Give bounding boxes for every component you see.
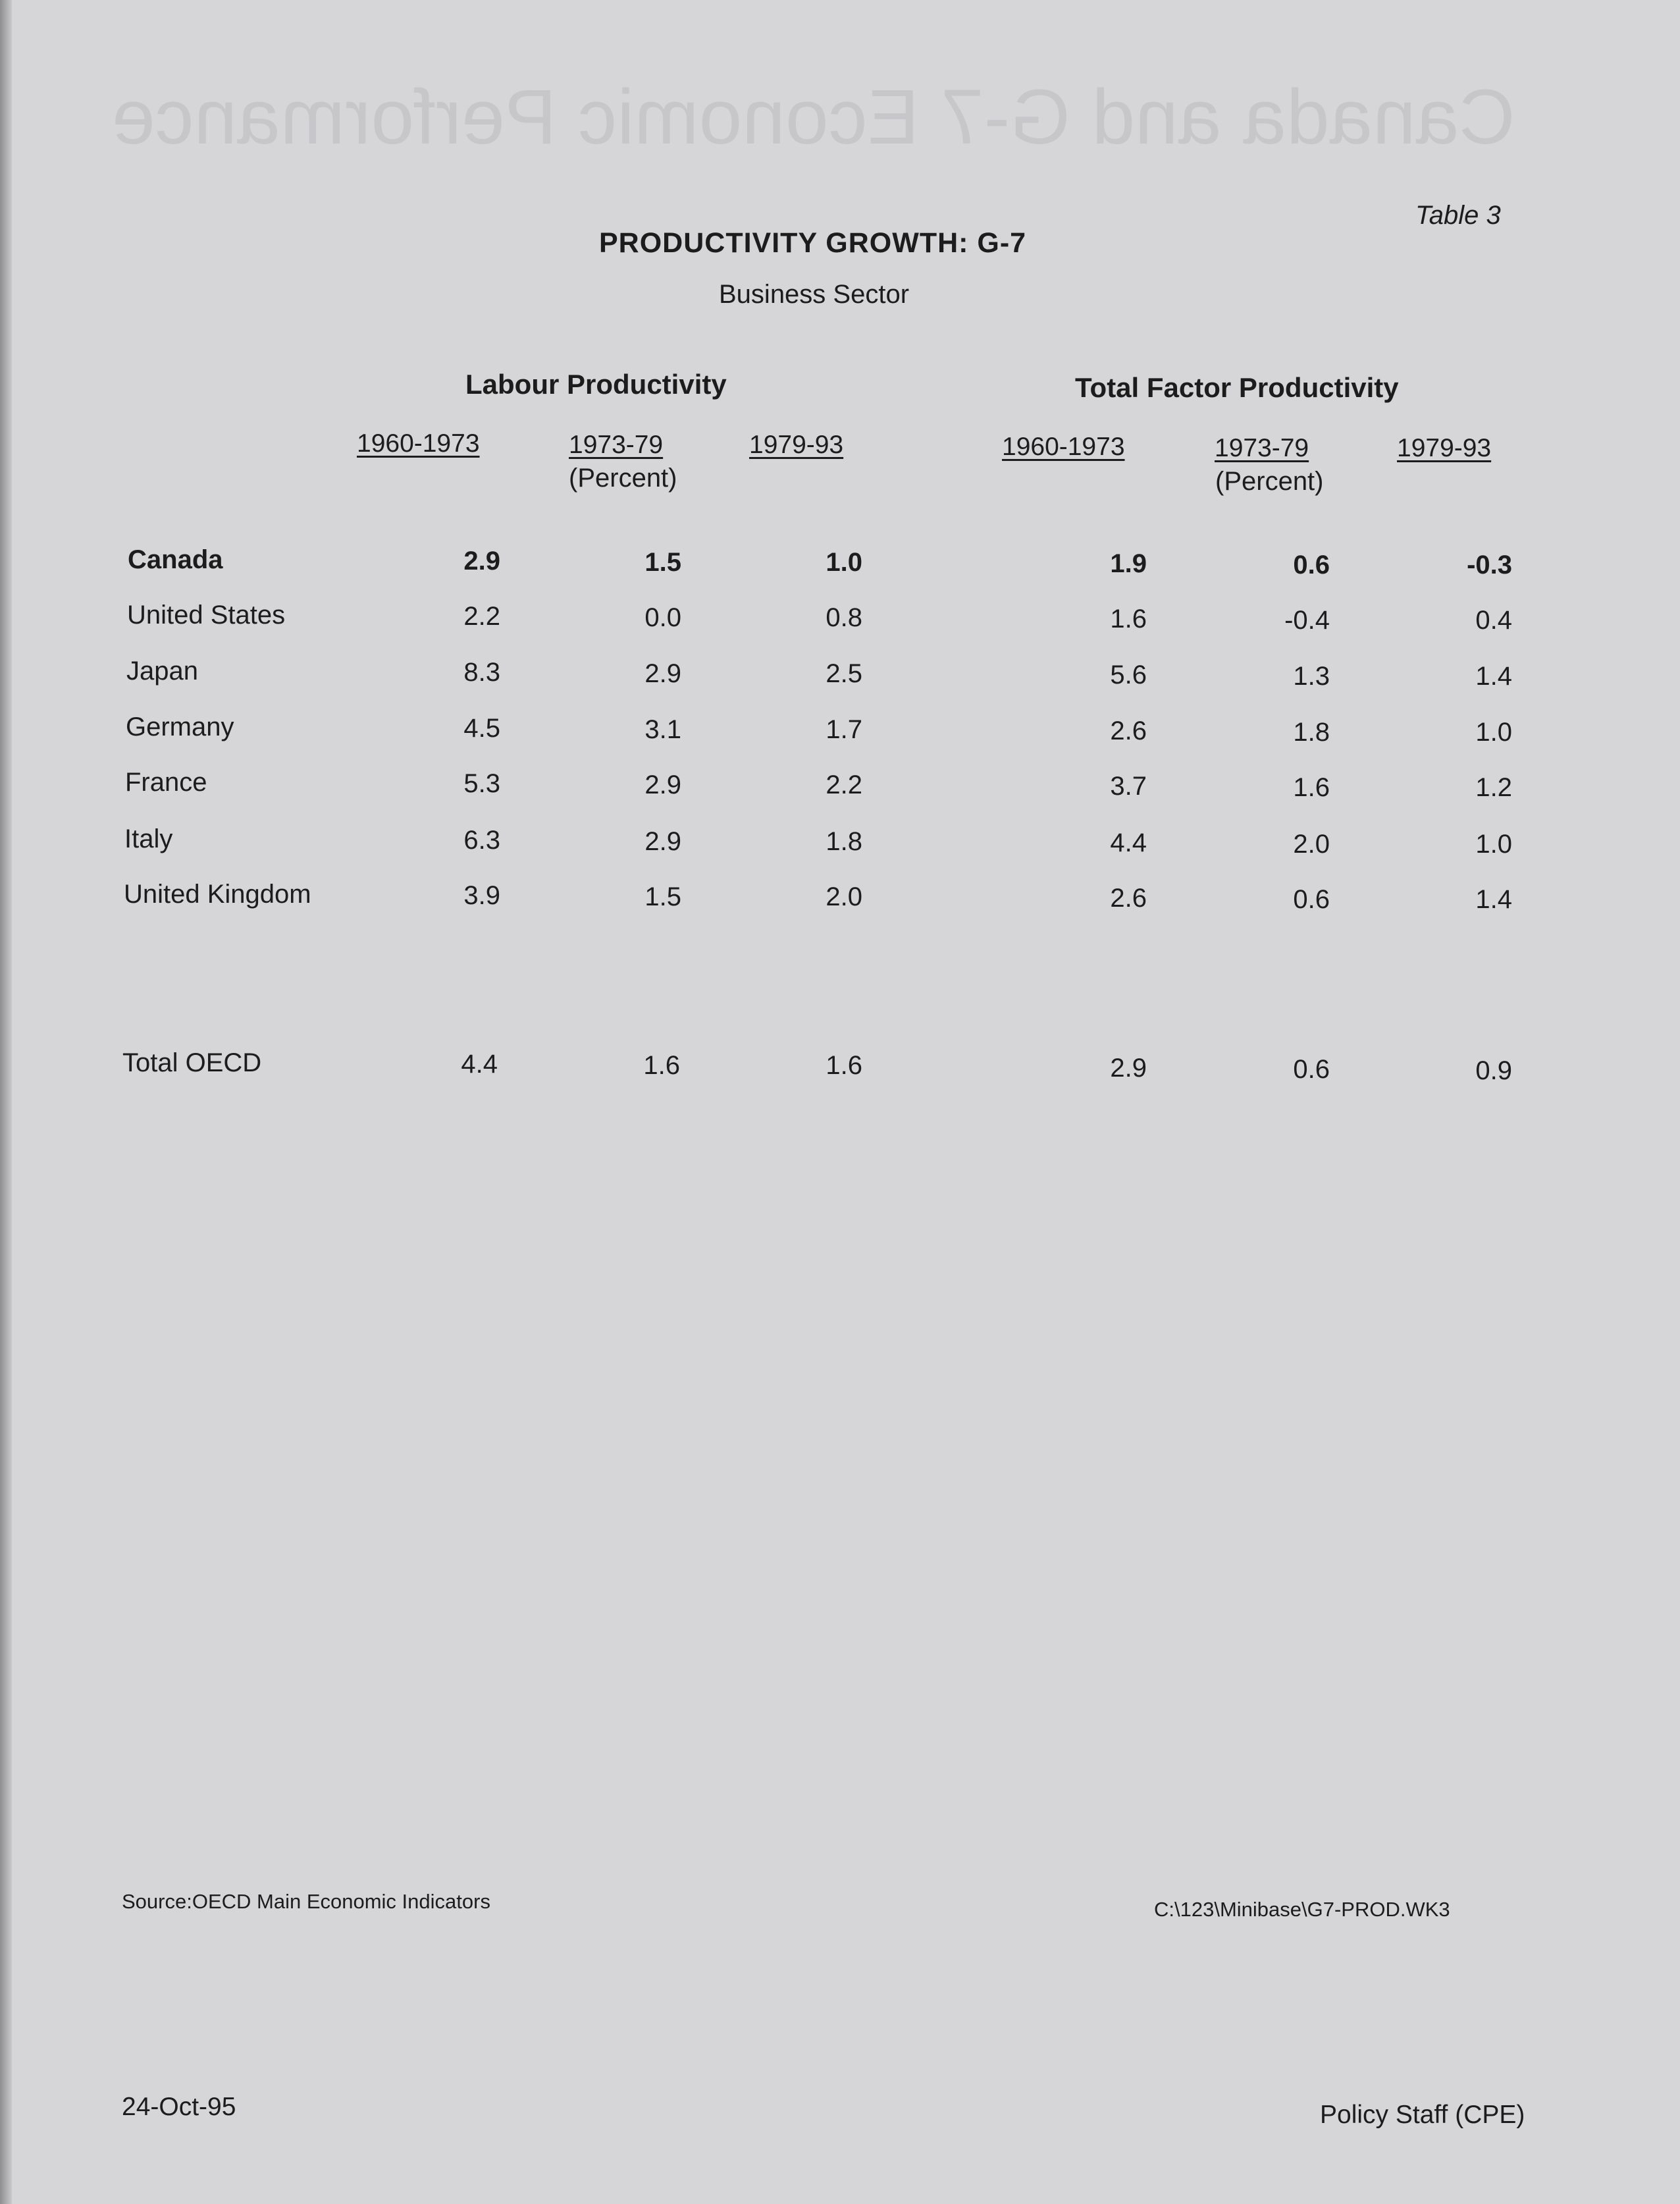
cell-uk-labour-2: 1.5 <box>644 882 681 911</box>
cell-total-tfp-1: 2.9 <box>1110 1054 1147 1083</box>
unit-label-tfp: (Percent) <box>1215 467 1324 496</box>
col-header-labour-1960-1973: 1960-1973 <box>357 429 480 458</box>
row-label-italy: Italy <box>124 824 173 853</box>
col-header-tfp-1960-1973: 1960-1973 <box>1002 433 1125 461</box>
cell-italy-tfp-1: 4.4 <box>1110 828 1147 857</box>
cell-us-tfp-1: 1.6 <box>1110 605 1147 633</box>
file-path: C:\123\Minibase\G7-PROD.WK3 <box>1154 1898 1450 1921</box>
cell-germany-tfp-3: 1.0 <box>1475 718 1512 747</box>
cell-germany-labour-2: 3.1 <box>644 715 681 744</box>
cell-us-labour-1: 2.2 <box>463 602 500 631</box>
cell-canada-labour-1: 2.9 <box>463 547 500 576</box>
cell-uk-tfp-3: 1.4 <box>1475 885 1512 914</box>
cell-germany-tfp-1: 2.6 <box>1110 716 1147 745</box>
author-footer: Policy Staff (CPE) <box>1320 2101 1525 2129</box>
cell-japan-tfp-3: 1.4 <box>1475 662 1512 691</box>
cell-japan-labour-2: 2.9 <box>644 659 681 688</box>
col-header-labour-1979-93: 1979-93 <box>749 431 844 459</box>
page-subtitle: Business Sector <box>719 280 910 309</box>
cell-us-tfp-3: 0.4 <box>1475 606 1512 635</box>
source-note: Source:OECD Main Economic Indicators <box>122 1890 490 1913</box>
cell-uk-labour-1: 3.9 <box>463 881 500 910</box>
cell-canada-tfp-3: -0.3 <box>1467 551 1512 579</box>
cell-germany-tfp-2: 1.8 <box>1293 718 1330 747</box>
cell-italy-labour-1: 6.3 <box>463 826 500 855</box>
page-edge <box>0 0 12 2204</box>
col-header-tfp-1979-93: 1979-93 <box>1397 434 1492 462</box>
row-label-canada: Canada <box>128 545 223 574</box>
cell-france-tfp-1: 3.7 <box>1110 772 1147 801</box>
cell-france-labour-1: 5.3 <box>463 769 500 798</box>
cell-france-labour-2: 2.9 <box>644 770 681 799</box>
row-label-united-states: United States <box>127 601 286 630</box>
cell-japan-tfp-2: 1.3 <box>1293 662 1330 691</box>
cell-france-tfp-2: 1.6 <box>1293 773 1330 802</box>
cell-italy-tfp-3: 1.0 <box>1475 830 1512 859</box>
row-label-germany: Germany <box>126 712 234 741</box>
cell-total-labour-1: 4.4 <box>461 1050 498 1079</box>
cell-uk-labour-3: 2.0 <box>826 882 862 911</box>
cell-italy-labour-3: 1.8 <box>826 827 862 856</box>
cell-germany-labour-1: 4.5 <box>463 714 500 743</box>
cell-germany-labour-3: 1.7 <box>826 715 862 744</box>
cell-canada-tfp-2: 0.6 <box>1293 551 1330 579</box>
cell-italy-labour-2: 2.9 <box>644 827 681 856</box>
cell-japan-labour-1: 8.3 <box>463 658 500 687</box>
date-footer: 24-Oct-95 <box>122 2093 236 2121</box>
cell-uk-tfp-1: 2.6 <box>1110 884 1147 913</box>
cell-canada-labour-2: 1.5 <box>644 548 681 577</box>
bleed-through-heading: Canada and G-7 Economic Performance <box>112 74 1515 161</box>
row-label-united-kingdom: United Kingdom <box>124 880 311 909</box>
cell-canada-labour-3: 1.0 <box>826 548 862 577</box>
cell-japan-tfp-1: 5.6 <box>1110 660 1147 689</box>
cell-us-labour-2: 0.0 <box>644 603 681 632</box>
row-label-japan: Japan <box>126 657 198 685</box>
cell-france-tfp-3: 1.2 <box>1475 773 1512 802</box>
cell-total-tfp-3: 0.9 <box>1475 1056 1512 1085</box>
col-header-tfp-1973-79: 1973-79 <box>1215 434 1309 462</box>
cell-uk-tfp-2: 0.6 <box>1293 885 1330 914</box>
cell-france-labour-3: 2.2 <box>826 770 862 799</box>
cell-japan-labour-3: 2.5 <box>826 659 862 688</box>
page-title: PRODUCTIVITY GROWTH: G-7 <box>599 227 1027 259</box>
group-header-labour: Labour Productivity <box>465 369 727 400</box>
col-header-labour-1973-79: 1973-79 <box>569 431 664 459</box>
unit-label-labour: (Percent) <box>569 464 677 493</box>
cell-total-tfp-2: 0.6 <box>1293 1055 1330 1084</box>
cell-us-labour-3: 0.8 <box>826 603 862 632</box>
table-label: Table 3 <box>1415 201 1501 230</box>
group-header-tfp: Total Factor Productivity <box>1075 372 1399 403</box>
row-label-total-oecd: Total OECD <box>122 1048 262 1077</box>
cell-total-labour-2: 1.6 <box>643 1051 680 1080</box>
cell-total-labour-3: 1.6 <box>826 1051 862 1080</box>
cell-italy-tfp-2: 2.0 <box>1293 830 1330 859</box>
cell-canada-tfp-1: 1.9 <box>1110 549 1147 578</box>
row-label-france: France <box>125 768 207 797</box>
cell-us-tfp-2: -0.4 <box>1284 606 1330 635</box>
